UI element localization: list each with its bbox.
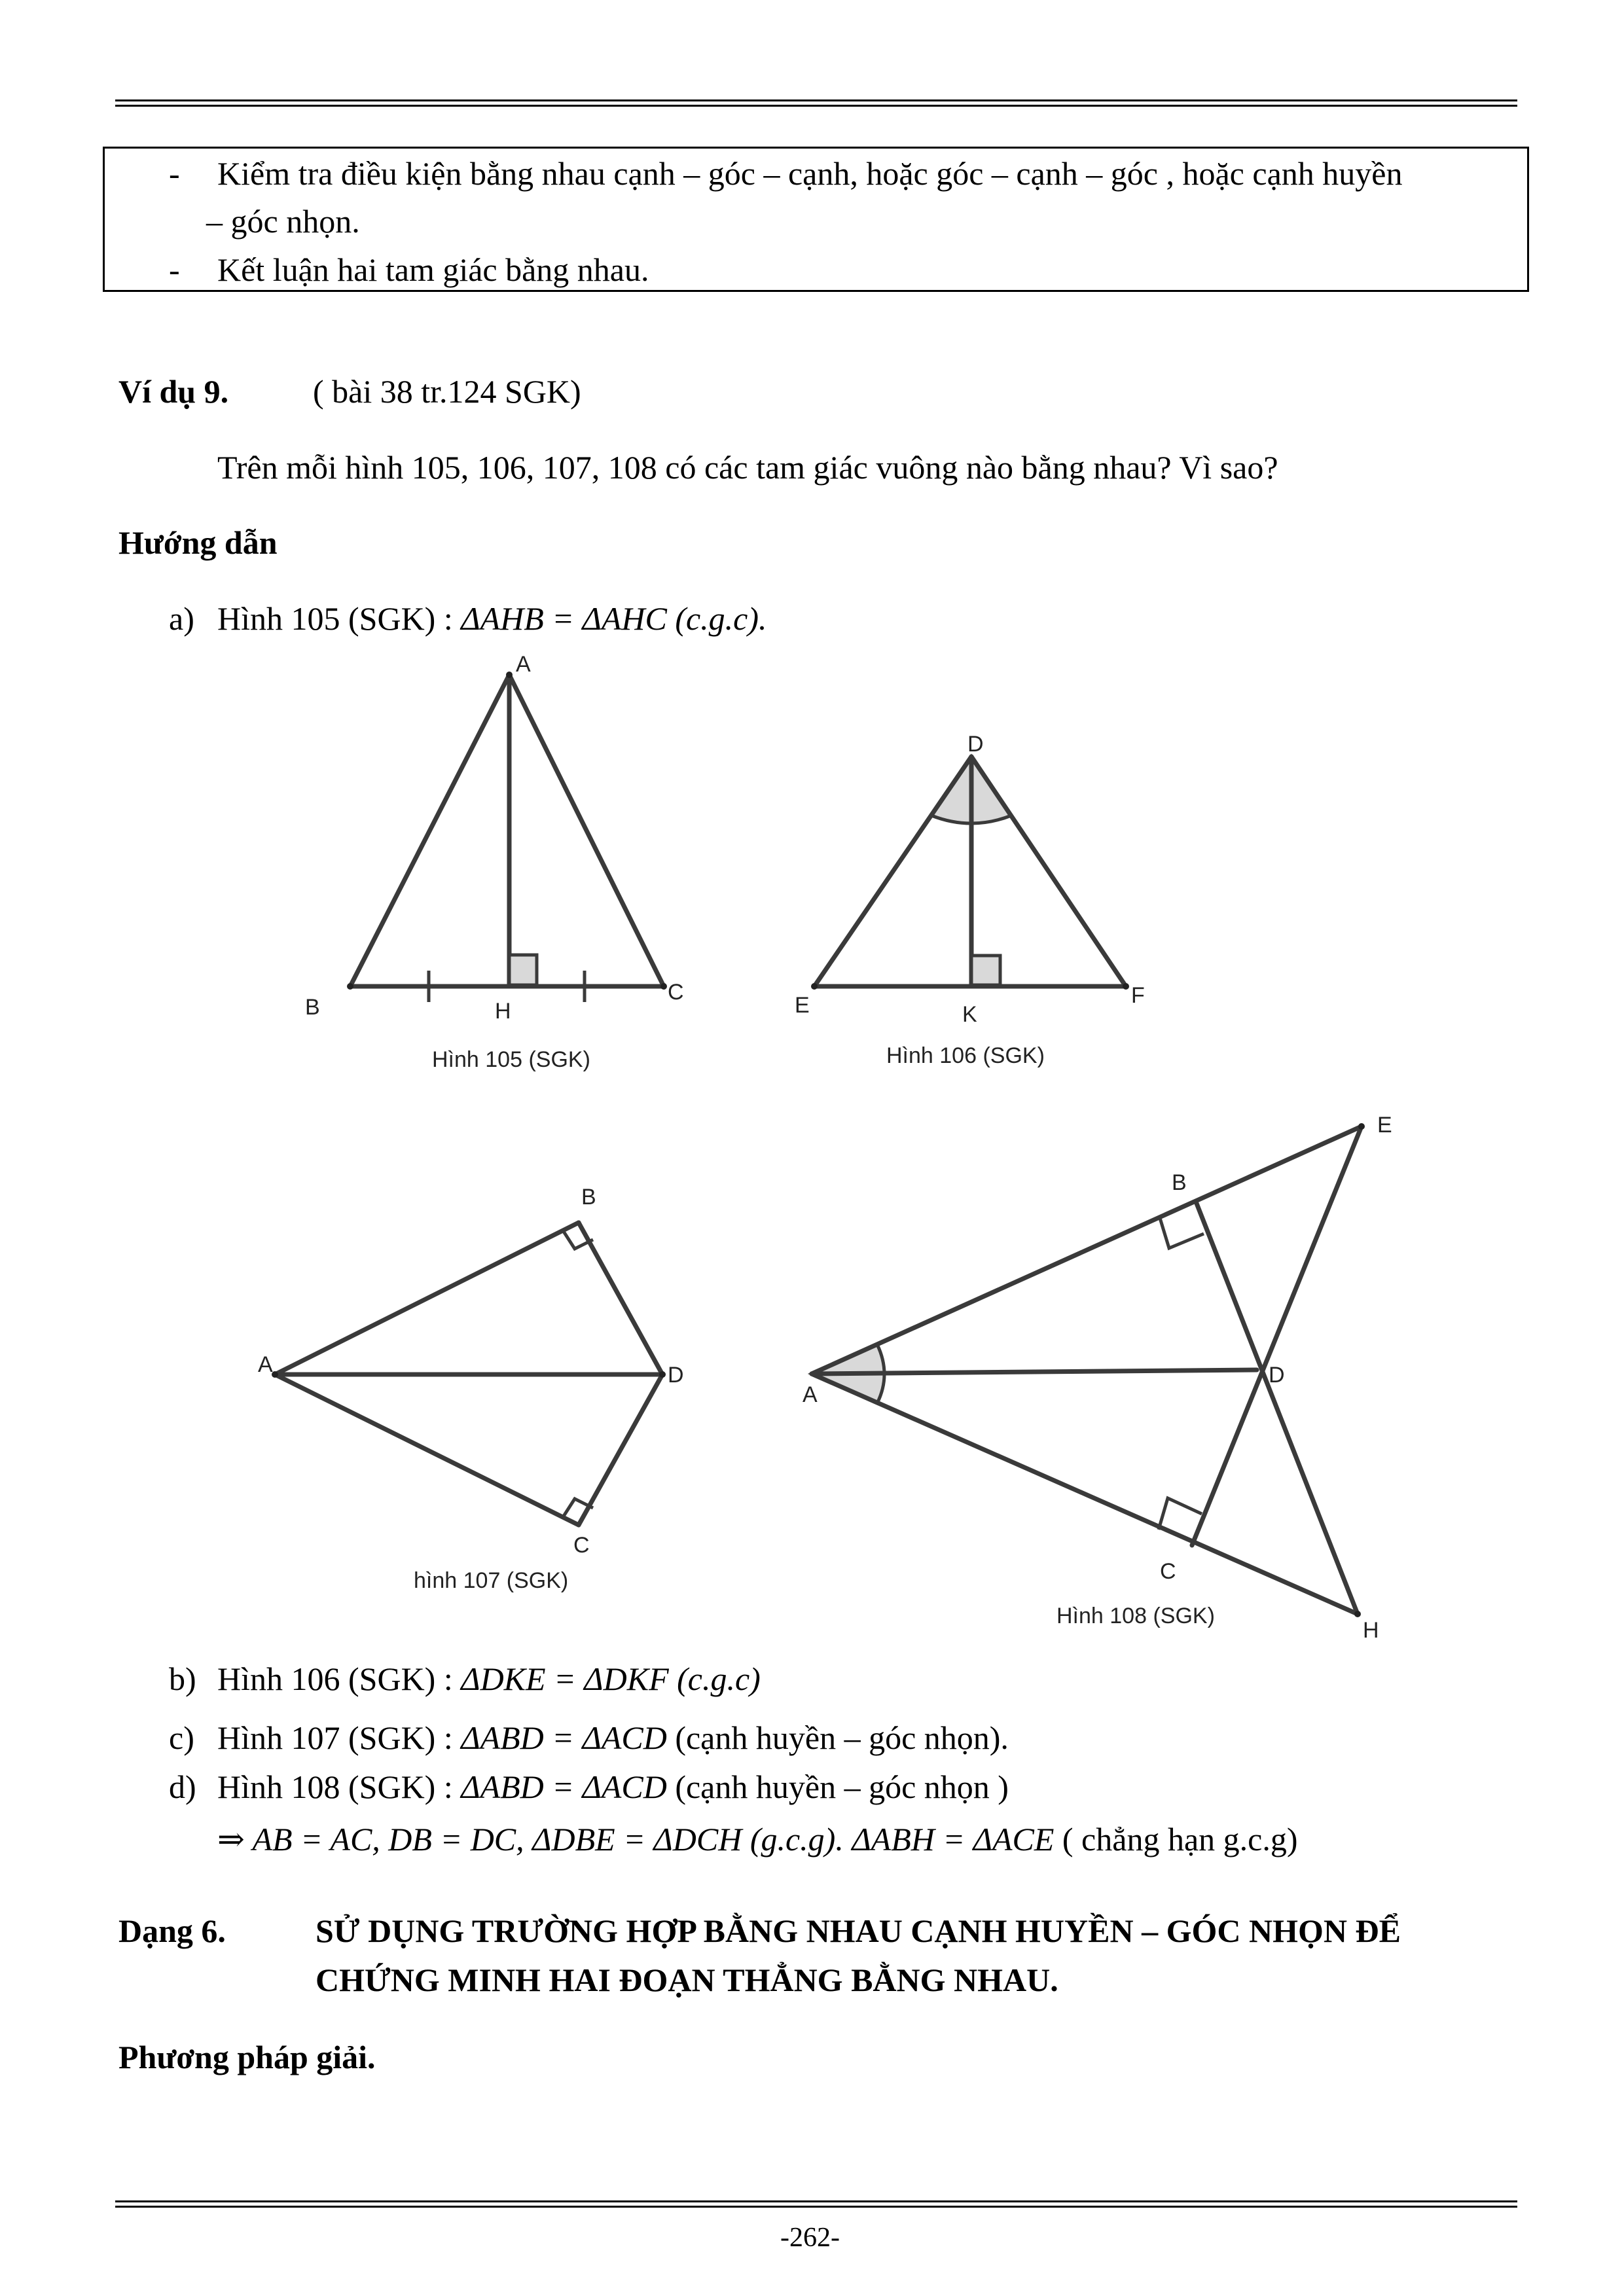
section-title-line1: SỬ DỤNG TRƯỜNG HỢP BẰNG NHAU CẠNH HUYỀN – GÓC NHỌN ĐỂ — [316, 1912, 1401, 1949]
fig106-label-k: K — [962, 1002, 977, 1027]
footer-rule-top — [115, 2200, 1517, 2202]
answer-c-math: ΔABD = ΔACD — [461, 1719, 667, 1756]
fig105-caption: Hình 105 (SGK) — [432, 1047, 590, 1072]
section-title-line2: CHỨNG MINH HAI ĐOẠN THẲNG BẰNG NHAU. — [316, 1962, 1058, 1998]
method-item-2: Kết luận hai tam giác bằng nhau. — [217, 251, 649, 288]
fig106-point-e — [811, 983, 818, 990]
fig105-label-a: A — [516, 652, 531, 677]
fig107-label-a: A — [258, 1352, 273, 1377]
fig105-right-angle-h — [509, 955, 537, 985]
answer-b-marker: b) — [169, 1660, 196, 1697]
answer-a-marker: a) — [169, 600, 194, 637]
fig108-caption: Hình 108 (SGK) — [1056, 1604, 1215, 1628]
answer-d-math: ΔABD = ΔACD — [461, 1768, 667, 1805]
figure-106 — [795, 732, 1145, 1068]
fig105-side-ac — [509, 675, 664, 986]
fig105-point-b — [347, 983, 353, 990]
section-label: Dạng 6. — [118, 1912, 226, 1949]
fig105-label-b: B — [305, 995, 320, 1020]
fig107-point-d — [659, 1371, 666, 1378]
fig108-label-e: E — [1377, 1113, 1392, 1138]
method-title: Phương pháp giải. — [118, 2039, 376, 2075]
answer-d-marker: d) — [169, 1768, 196, 1805]
fig107-side-ac — [275, 1374, 579, 1525]
fig106-point-f — [1123, 983, 1129, 990]
fig105-label-c: C — [668, 980, 684, 1005]
footer-rule-bottom — [115, 2206, 1517, 2208]
fig106-right-angle-k — [971, 956, 1000, 985]
fig108-point-e — [1358, 1123, 1365, 1130]
answer-a-math: ΔAHB = ΔAHC (c.g.c). — [461, 600, 767, 637]
fig107-side-ab — [275, 1223, 579, 1374]
answer-d-label: Hình 108 (SGK) : — [217, 1768, 461, 1805]
fig107-label-c: C — [573, 1533, 590, 1558]
figure-105 — [305, 652, 684, 1072]
fig107-label-d: D — [668, 1363, 684, 1388]
method-dash-1: - — [169, 155, 180, 192]
example-question: Trên mỗi hình 105, 106, 107, 108 có các tam giác vuông nào bằng nhau? Vì sao? — [217, 449, 1278, 486]
fig108-label-a: A — [803, 1382, 818, 1407]
answer-c-marker: c) — [169, 1719, 194, 1756]
page-number: -262- — [780, 2223, 840, 2253]
example-label: Ví dụ 9. — [118, 373, 229, 410]
fig105-point-c — [660, 983, 667, 990]
method-item-1-line1: Kiểm tra điều kiện bằng nhau cạnh – góc – cạnh, hoặc góc – cạnh – góc , hoặc cạnh huyền — [217, 155, 1403, 192]
fig106-label-d: D — [967, 732, 984, 757]
fig107-caption: hình 107 (SGK) — [414, 1568, 569, 1593]
answer-b-text — [217, 1662, 761, 1695]
answer-c-note: (cạnh huyền – góc nhọn). — [666, 1719, 1009, 1756]
fig106-label-f: F — [1131, 983, 1145, 1008]
fig107-side-bd — [579, 1223, 662, 1374]
fig106-label-e: E — [795, 993, 810, 1018]
answer-d-line2-math: ⇒ AB = AC, DB = DC, ΔDBE = ΔDCH (g.c.g). ΔABH = ΔACE — [217, 1821, 1055, 1857]
answer-b-label: Hình 106 (SGK) : — [217, 1660, 461, 1697]
fig106-side-de — [814, 757, 971, 986]
fig108-point-h — [1354, 1611, 1361, 1617]
answer-c-text — [217, 1721, 1009, 1754]
figure-107 — [258, 1185, 684, 1593]
example-source: ( bài 38 tr.124 SGK) — [313, 373, 581, 410]
method-item-1-line2: – góc nhọn. — [206, 203, 360, 240]
fig108-right-angle-c — [1159, 1498, 1202, 1530]
fig105-label-h: H — [495, 999, 511, 1024]
fig108-label-h: H — [1363, 1618, 1379, 1643]
answer-d-line2 — [217, 1823, 1297, 1856]
answer-c-label: Hình 107 (SGK) : — [217, 1719, 461, 1756]
fig108-right-angle-b — [1160, 1218, 1204, 1248]
fig105-side-ab — [350, 675, 509, 986]
answer-d-line2-note: ( chẳng hạn g.c.g) — [1054, 1821, 1298, 1857]
fig107-side-cd — [579, 1374, 662, 1525]
fig108-side-ae — [812, 1126, 1362, 1374]
answer-d-text — [217, 1770, 1009, 1803]
fig105-point-a — [506, 672, 513, 678]
guide-title: Hướng dẫn — [118, 524, 278, 561]
fig107-label-b: B — [581, 1185, 596, 1210]
answer-a-label: Hình 105 (SGK) : — [217, 600, 461, 637]
figure-108 — [803, 1113, 1392, 1643]
fig106-side-df — [971, 757, 1126, 986]
answer-d-note: (cạnh huyền – góc nhọn ) — [666, 1768, 1009, 1805]
fig108-label-b: B — [1172, 1170, 1187, 1195]
method-dash-2: - — [169, 251, 180, 288]
fig108-label-c: C — [1160, 1559, 1176, 1584]
fig108-label-d: D — [1269, 1363, 1285, 1388]
fig106-caption: Hình 106 (SGK) — [886, 1043, 1045, 1068]
answer-b-math: ΔDKE = ΔDKF (c.g.c) — [461, 1660, 761, 1697]
